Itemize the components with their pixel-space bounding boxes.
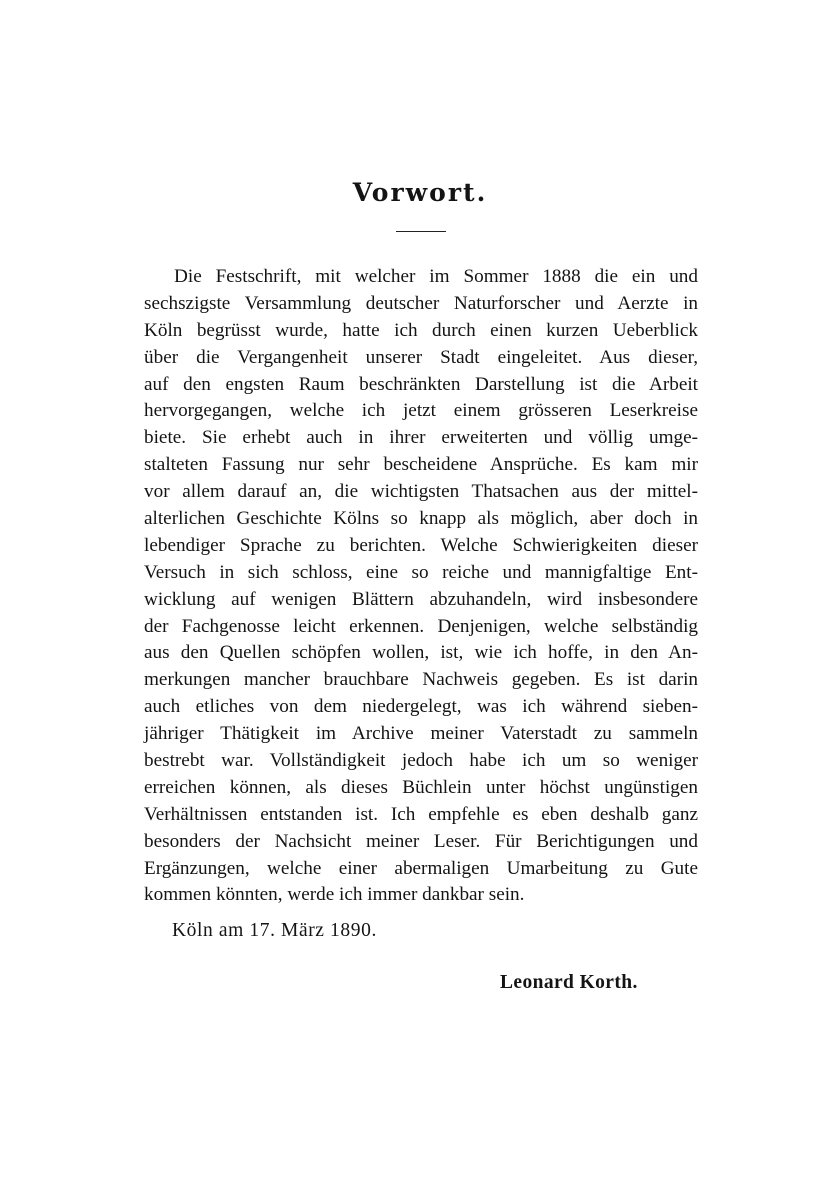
- text-line: aus den Quellen schöpfen wollen, ist, wie ich hoffe, in den An-: [144, 642, 698, 664]
- text-line: biete. Sie erhebt auch in ihrer erweiterten und völlig umge-: [144, 427, 698, 449]
- text-line: jähriger Thätigkeit im Archive meiner Vaterstadt zu sammeln: [144, 723, 698, 745]
- text-line: bestrebt war. Vollständigkeit jedoch habe ich um so weniger: [144, 750, 698, 772]
- text-line: besonders der Nachsicht meiner Leser. Für Berichtigungen und: [144, 830, 698, 852]
- text-line: kommen könnten, werde ich immer dankbar sein.: [144, 884, 525, 906]
- text-line: Verhältnissen entstanden ist. Ich empfehle es eben deshalb ganz: [144, 803, 698, 825]
- title-divider: [396, 231, 446, 232]
- text-line: Ergänzungen, welche einer abermaligen Umarbeitung zu Gute: [144, 857, 698, 879]
- text-line: merkungen mancher brauchbare Nachweis gegeben. Es ist darin: [144, 669, 698, 691]
- preface-text: [144, 264, 698, 909]
- text-line: hervorgegangen, welche ich jetzt einem grösseren Leserkreise: [144, 400, 698, 422]
- text-line: erreichen können, als dieses Büchlein unter höchst ungünstigen: [144, 776, 698, 798]
- place-and-date: Köln am 17. März 1890.: [172, 920, 377, 941]
- page-title: Vorwort.: [352, 178, 488, 207]
- text-line: vor allem darauf an, die wichtigsten Thatsachen aus der mittel-: [144, 481, 698, 503]
- text-line: wicklung auf wenigen Blättern abzuhandeln, wird insbesondere: [144, 588, 698, 610]
- author-signature: Leonard Korth.: [500, 972, 638, 993]
- text-line: Köln begrüsst wurde, hatte ich durch einen kurzen Ueberblick: [144, 319, 698, 341]
- text-line: über die Vergangenheit unserer Stadt eingeleitet. Aus dieser,: [144, 346, 698, 368]
- text-line: der Fachgenosse leicht erkennen. Denjenigen, welche selbständig: [144, 615, 698, 637]
- text-line: auch etliches von dem niedergelegt, was ich während sieben-: [144, 696, 698, 718]
- text-line: Die Festschrift, mit welcher im Sommer 1888 die ein und: [174, 266, 698, 287]
- text-line: auf den engsten Raum beschränkten Darstellung ist die Arbeit: [144, 373, 698, 395]
- text-line: lebendiger Sprache zu berichten. Welche Schwierigkeiten dieser: [144, 534, 698, 556]
- text-line: Versuch in sich schloss, eine so reiche und mannigfaltige Ent-: [144, 561, 698, 583]
- text-line: sechszigste Versammlung deutscher Naturforscher und Aerzte in: [144, 292, 698, 314]
- text-line: stalteten Fassung nur sehr bescheidene Ansprüche. Es kam mir: [144, 454, 698, 476]
- text-line: alterlichen Geschichte Kölns so knapp als möglich, aber doch in: [144, 508, 698, 530]
